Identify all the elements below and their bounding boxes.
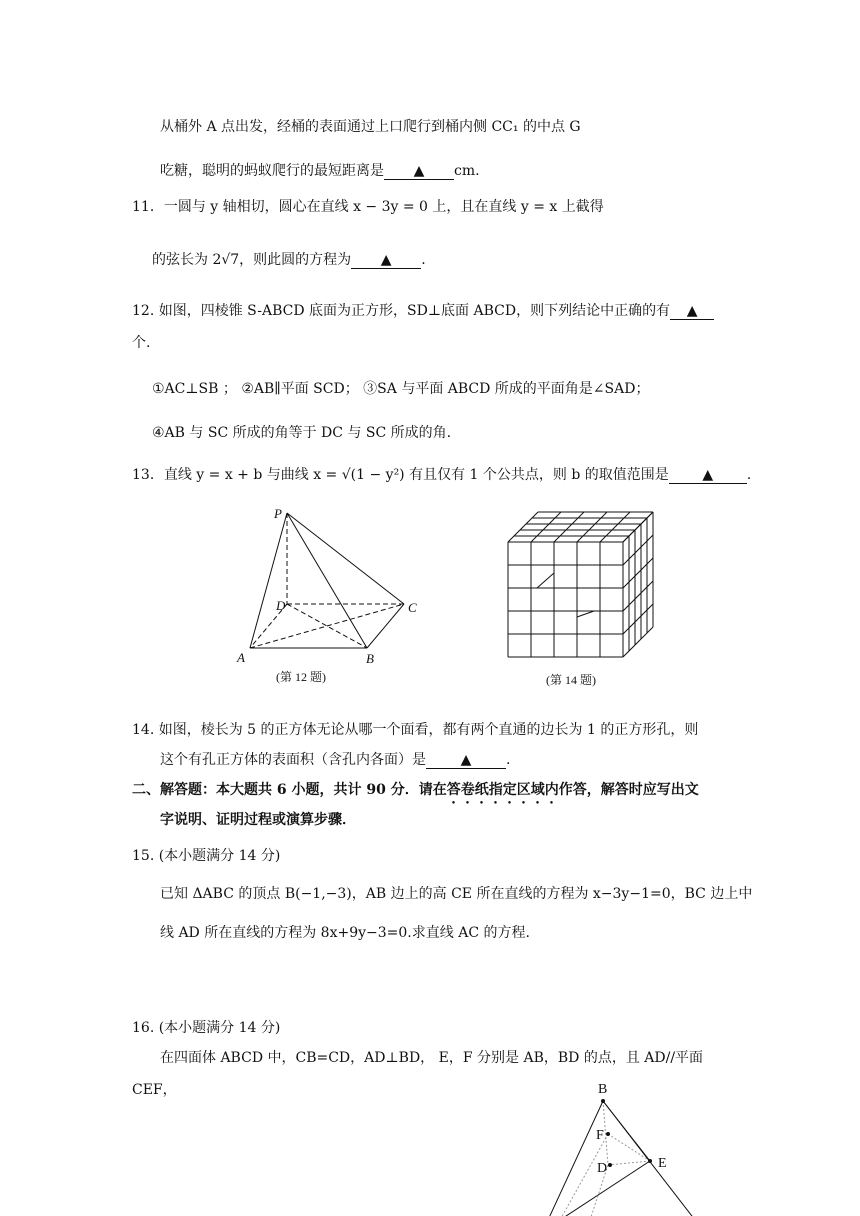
q16-line2: CEF， xyxy=(132,1082,177,1098)
q10-line1: 从桶外 A 点出发，经桶的表面通过上口爬行到桶内侧 CC₁ 的中点 G xyxy=(160,119,581,135)
question-number: 12. xyxy=(132,303,155,319)
q12-options-1: ①AC⊥SB ； ②AB∥平面 SCD； ③SA 与平面 ABCD 所成的平面角是∠SAD； xyxy=(152,381,650,397)
question-number: 11． xyxy=(132,199,164,215)
answer-blank: ▲ xyxy=(426,752,506,769)
q12-options-2: ④AB 与 SC 所成的角等于 DC 与 SC 所成的角. xyxy=(152,425,452,441)
section-heading-line2: 字说明、证明过程或演算步骤． xyxy=(160,812,356,828)
q14-line1: 14. 如图，棱长为 5 的正方体无论从哪一个面看，都有两个直通的边长为 1 的正方形孔，则 xyxy=(132,722,699,738)
q16-title: 16. (本小题满分 14 分) xyxy=(132,1020,281,1036)
question-number: 15. xyxy=(132,848,155,864)
vertex-label-d: D xyxy=(276,598,286,613)
answer-blank: ▲ xyxy=(384,163,454,180)
q15-title: 15. (本小题满分 14 分) xyxy=(132,848,281,864)
vertex-label-b: B xyxy=(366,651,374,666)
q12-line2: 个. xyxy=(132,335,151,351)
vertex-label-b: B xyxy=(598,1082,608,1097)
answer-blank: ▲ xyxy=(351,252,421,269)
vertex-label-p: P xyxy=(274,506,282,521)
question-number: 13． xyxy=(132,467,164,483)
question-number: 14. xyxy=(132,722,155,738)
vertex-label-a: A xyxy=(237,650,245,665)
point-label-e: E xyxy=(658,1156,667,1171)
emphasized-text: 答卷纸指定区域内 xyxy=(446,782,559,798)
question-number: 16. xyxy=(132,1020,155,1036)
q10-line2: 吃糖，聪明的蚂蚁爬行的最短距离是 ▲ cm. xyxy=(160,163,480,179)
q14-line2: 这个有孔正方体的表面积（含孔内各面）是 ▲ . xyxy=(160,752,511,768)
q15-line1: 已知 ΔABC 的顶点 B(−1,−3)，AB 边上的高 CE 所在直线的方程为 x−3y−1=0，BC 边上中 xyxy=(160,886,753,902)
figure-16-tetrahedron xyxy=(530,1075,720,1216)
answer-blank: ▲ xyxy=(669,467,747,484)
figure-12-pyramid xyxy=(230,500,430,670)
vertex-label-d: D xyxy=(597,1161,608,1176)
q16-line1: 在四面体 ABCD 中，CB=CD，AD⊥BD， E，F 分别是 AB，BD 的点，且 AD//平面 xyxy=(160,1050,704,1066)
figure-14-cube xyxy=(500,500,670,665)
section-heading: 二、解答题：本大题共 6 小题，共计 90 分．请在答卷纸指定区域内作答，解答时应写出文 xyxy=(132,782,699,798)
q15-line2: 线 AD 所在直线的方程为 8x+9y−3=0.求直线 AC 的方程. xyxy=(160,925,530,941)
answer-blank: ▲ xyxy=(670,303,714,320)
q12-line1: 12. 如图，四棱锥 S-ABCD 底面为正方形，SD⊥底面 ABCD，则下列结论中正确的有 ▲ xyxy=(132,301,714,321)
q11-line1: 11．一圆与 y 轴相切，圆心在直线 x − 3y = 0 上，且在直线 y = x 上截得 xyxy=(132,199,604,215)
q13-line: 13．直线 y = x + b 与曲线 x = √(1 − y²) 有且仅有 1 个公共点，则 b 的取值范围是 ▲ . xyxy=(132,467,752,483)
figure-14-caption: (第 14 题) xyxy=(546,673,596,687)
vertex-label-c: C xyxy=(408,600,417,615)
q11-line2: 的弦长为 2√7，则此圆的方程为 ▲ . xyxy=(152,252,426,268)
figure-12-caption: (第 12 题) xyxy=(276,670,326,684)
point-label-f: F xyxy=(596,1128,604,1143)
